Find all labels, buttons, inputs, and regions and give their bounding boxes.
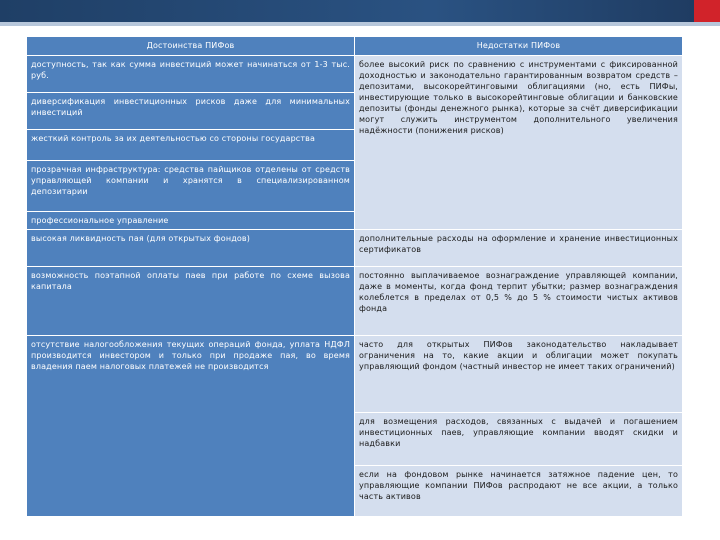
disadvantage-cell: если на фондовом рынке начинается затяжное падение цен, то управляющие компании ПИФов распродают не все акции, а только часть активов: [355, 466, 683, 517]
table-row: [27, 336, 683, 413]
advantage-cell: высокая ликвидность пая (для открытых фондов): [27, 230, 355, 267]
table-row: [27, 56, 683, 93]
disadvantage-cell: для возмещения расходов, связанных с выдачей и погашением инвестиционных паев, управляющие компании вводят скидки и надбавки: [355, 413, 683, 466]
table-row: [27, 230, 683, 267]
advantage-cell: диверсификация инвестиционных рисков даже для минимальных инвестиций: [27, 93, 355, 130]
advantage-cell: возможность поэтапной оплаты паев при работе по схеме вызова капитала: [27, 267, 355, 336]
slide-top-bar-accent: [0, 22, 720, 26]
disadvantage-cell: часто для открытых ПИФов законодательство накладывает ограничения на то, какие акции и облигации может покупать управляющий фондом (частный инвестор не имеет таких ограничений): [355, 336, 683, 413]
advantages-header: Достоинства ПИФов: [27, 37, 355, 56]
disadvantage-cell: постоянно выплачиваемое вознаграждение управляющей компании, даже в моменты, когда фонд терпит убытки; размер вознаграждения колеблется в пределах от 0,5 % до 5 % стоимости чистых активов фонда: [355, 267, 683, 336]
advantage-cell: отсутствие налогообложения текущих операций фонда, уплата НДФЛ производится инвестором и только при продаже пая, во время владения паем налоговых платежей не производится: [27, 336, 355, 517]
disadvantage-cell: более высокий риск по сравнению с инструментами с фиксированной доходностью и законодательно гарантированным возвратом средств – депозитами, высокорейтинговыми облигациями (но, есть ПИФы, инвестирующие только в высокорейтинговые облигации и банковские депозиты (фонды денежного рынка), которые за счёт диверсификации могут служить инструментом дополнительного увеличения надёжности (понижения рисков): [355, 56, 683, 230]
advantage-cell: прозрачная инфраструктура: средства пайщиков отделены от средств управляющей компании и хранятся в специализированном депозитарии: [27, 161, 355, 212]
table-row: [27, 267, 683, 336]
slide-corner-mark: [694, 0, 720, 22]
advantage-cell: жесткий контроль за их деятельностью со стороны государства: [27, 130, 355, 161]
advantage-cell: профессиональное управление: [27, 212, 355, 230]
advantage-cell: доступность, так как сумма инвестиций может начинаться от 1-3 тыс. руб.: [27, 56, 355, 93]
slide-top-bar: [0, 0, 720, 22]
comparison-table: [26, 36, 683, 517]
table-header-row: [27, 37, 683, 56]
disadvantages-header: Недостатки ПИФов: [355, 37, 683, 56]
disadvantage-cell: дополнительные расходы на оформление и хранение инвестиционных сертификатов: [355, 230, 683, 267]
